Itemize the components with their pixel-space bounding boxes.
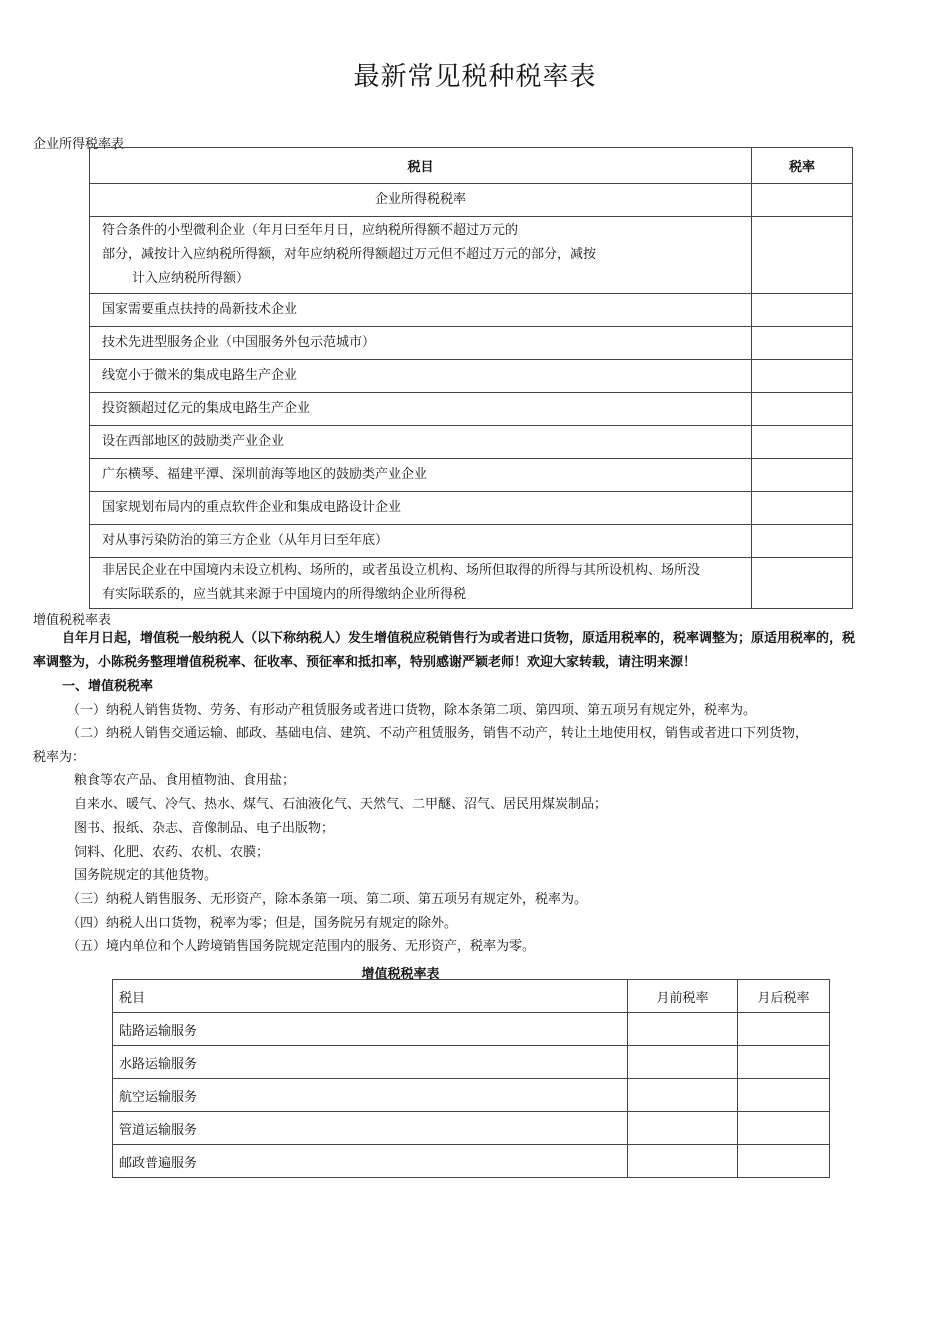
- vat-intro-line-2: 率调整为，小陈税务整理增值税税率、征收率、预征率和抵扣率，特别感谢严颖老师！欢迎大家转载，请注明来源！: [33, 655, 697, 670]
- vat-intro-line-1: 自年月日起，增值税一般纳税人（以下称纳税人）发生增值税应税销售行为或者进口货物，原适用税率的，税率调整为；原适用税率的，税: [62, 631, 856, 646]
- cit-section-label: 企业所得税率表: [33, 137, 125, 152]
- cit-table-header: [90, 148, 853, 184]
- cit-rate-table: [89, 147, 853, 609]
- page-title: 最新常见税种税率表: [353, 62, 597, 92]
- cit-rate-cell: [752, 294, 853, 327]
- vat-before-cell: [628, 1046, 738, 1079]
- table-row: [113, 1112, 830, 1145]
- cit-item-line: 有实际联系的，应当就其来源于中国境内的所得缴纳企业所得税: [102, 587, 467, 602]
- goods-item: 图书、报纸、杂志、音像制品、电子出版物；: [74, 821, 335, 836]
- cit-header-rate: 税率: [752, 148, 853, 184]
- cit-rate-cell: [752, 393, 853, 426]
- vat-after-cell: [738, 1046, 830, 1079]
- cit-subheader-row: [90, 184, 853, 217]
- table-row: [90, 426, 853, 459]
- goods-item: 粮食等农产品、食用植物油、食用盐；: [74, 773, 296, 788]
- vat-before-cell: [628, 1013, 738, 1046]
- vat-section-label: 增值税税率表: [33, 613, 112, 628]
- table-row: [113, 1013, 830, 1046]
- cit-item-cell: 国家规划布局内的重点软件企业和集成电路设计企业: [90, 492, 752, 525]
- goods-item: 国务院规定的其他货物。: [74, 868, 218, 883]
- cit-rate-cell: [752, 184, 853, 217]
- table-row: [90, 459, 853, 492]
- table-row: [90, 217, 853, 294]
- cit-rate-cell: [752, 459, 853, 492]
- vat-item-5: （五）境内单位和个人跨境销售国务院规定范围内的服务、无形资产，税率为零。: [67, 939, 536, 954]
- vat-after-cell: [738, 1145, 830, 1178]
- cit-item-cell: 设在西部地区的鼓励类产业企业: [90, 426, 752, 459]
- table-row: [90, 327, 853, 360]
- vat-item-3: （三）纳税人销售服务、无形资产，除本条第一项、第二项、第五项另有规定外，税率为。: [67, 892, 588, 907]
- table-row: [113, 1046, 830, 1079]
- table-row: [90, 393, 853, 426]
- vat-item-1: （一）纳税人销售货物、劳务、有形动产租赁服务或者进口货物，除本条第二项、第四项、第五项另有规定外，税率为。: [67, 703, 757, 718]
- vat-before-cell: [628, 1112, 738, 1145]
- vat-item-cell: 管道运输服务: [113, 1112, 628, 1145]
- vat-after-cell: [738, 1079, 830, 1112]
- cit-header-item: 税目: [90, 148, 752, 184]
- vat-item-cell: 陆路运输服务: [113, 1013, 628, 1046]
- table-row: [90, 525, 853, 558]
- vat-item-2-line-2: 税率为：: [33, 750, 86, 765]
- cit-item-cell: [90, 558, 752, 609]
- vat-table-header: [113, 980, 830, 1013]
- cit-item-line: 符合条件的小型微利企业（年月曰至年月日，应纳税所得额不超过万元的: [102, 223, 519, 238]
- vat-header-item: 税目: [113, 980, 628, 1013]
- cit-item-cell: 对从事污染防治的第三方企业（从年月曰至年底）: [90, 525, 752, 558]
- cit-item-cell: 国家需要重点扶持的咼新技术企业: [90, 294, 752, 327]
- table-row: [90, 558, 853, 609]
- goods-item: 饲料、化肥、农药、农机、农膜；: [74, 845, 270, 860]
- vat-before-cell: [628, 1079, 738, 1112]
- vat-item-cell: 水路运输服务: [113, 1046, 628, 1079]
- vat-table-caption: 增值税税率表: [361, 967, 440, 982]
- table-row: [90, 360, 853, 393]
- cit-item-cell: 线宽小于微米的集成电路生产企业: [90, 360, 752, 393]
- table-row: [90, 294, 853, 327]
- cit-item-line: 非居民企业在中国境内未设立机构、场所的，或者虽设立机构、场所但取得的所得与其所设机构、场所没: [102, 563, 701, 578]
- table-row: [113, 1079, 830, 1112]
- cit-item-line: 计入应纳税所得额）: [132, 271, 250, 286]
- cit-item-line: 部分，减按计入应纳税所得额，对年应纳税所得额超过万元但不超过万元的部分，减按: [102, 247, 597, 262]
- vat-before-cell: [628, 1145, 738, 1178]
- cit-rate-cell: [752, 217, 853, 294]
- cit-rate-cell: [752, 525, 853, 558]
- cit-rate-cell: [752, 360, 853, 393]
- vat-item-cell: 航空运输服务: [113, 1079, 628, 1112]
- vat-header-before: 月前税率: [628, 980, 738, 1013]
- cit-item-cell: 广东横琴、福建平潭、深圳前海等地区的鼓励类产业企业: [90, 459, 752, 492]
- vat-after-cell: [738, 1112, 830, 1145]
- cit-rate-cell: [752, 558, 853, 609]
- table-row: [90, 492, 853, 525]
- vat-rate-table: [112, 979, 830, 1178]
- cit-item-cell: 技术先进型服务企业（中国服务外包示范城市）: [90, 327, 752, 360]
- vat-item-cell: 邮政普遍服务: [113, 1145, 628, 1178]
- table-row: [113, 1145, 830, 1178]
- cit-rate-cell: [752, 492, 853, 525]
- cit-rate-cell: [752, 426, 853, 459]
- vat-after-cell: [738, 1013, 830, 1046]
- cit-subheader: 企业所得税税率: [90, 184, 752, 217]
- vat-item-4: （四）纳税人出口货物，税率为零；但是，国务院另有规定的除外。: [67, 916, 458, 931]
- vat-heading: 一、增值税税率: [62, 679, 154, 694]
- vat-header-after: 月后税率: [738, 980, 830, 1013]
- cit-item-cell: 投资额超过亿元的集成电路生产企业: [90, 393, 752, 426]
- cit-rate-cell: [752, 327, 853, 360]
- goods-item: 自来水、暖气、冷气、热水、煤气、石油液化气、天然气、二甲醚、沼气、居民用煤炭制品；: [74, 797, 608, 812]
- vat-item-2-line-1: （二）纳税人销售交通运输、邮政、基础电信、建筑、不动产租赁服务，销售不动产，转让土地使用权，销售或者进口下列货物，: [67, 726, 809, 741]
- cit-item-cell: [90, 217, 752, 294]
